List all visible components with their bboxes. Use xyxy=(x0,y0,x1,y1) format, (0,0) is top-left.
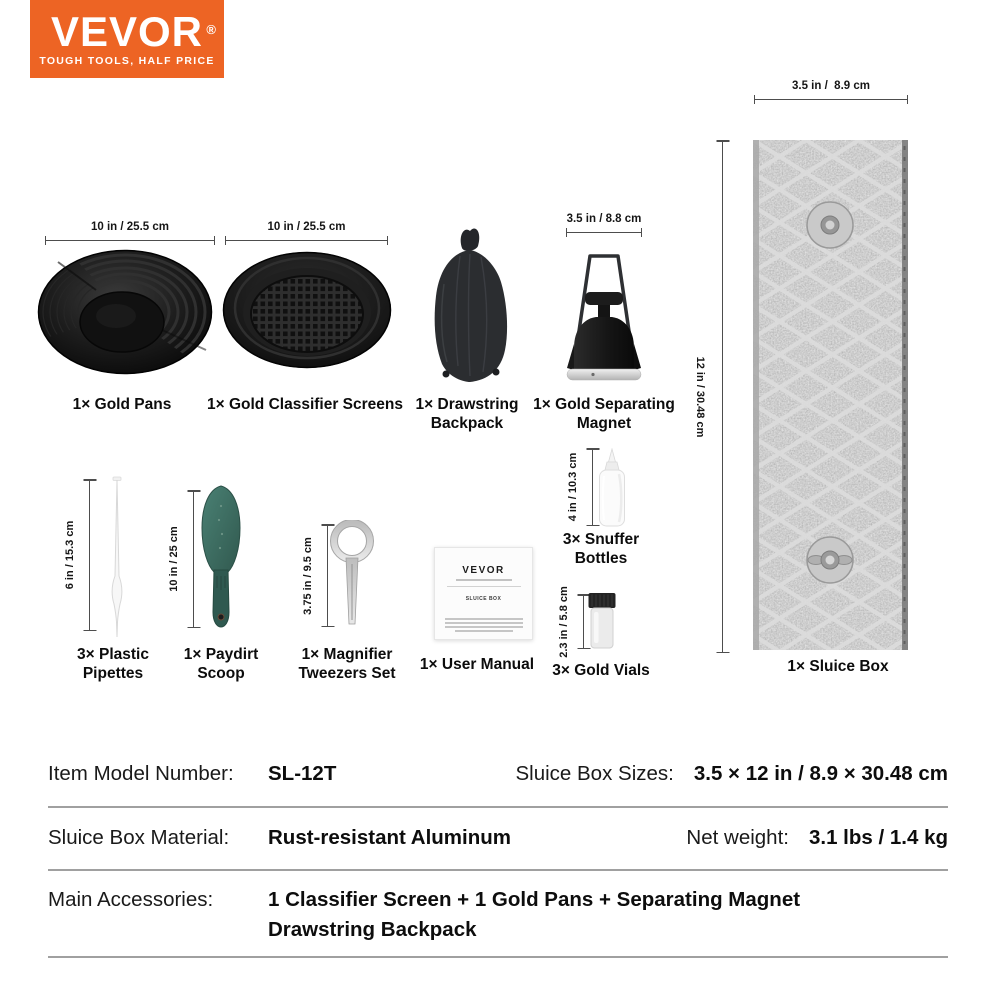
gold-pans-label: 1× Gold Pans xyxy=(72,396,172,413)
brand-wordmark xyxy=(50,7,218,55)
manual-brand-text: VEVOR xyxy=(462,565,505,576)
gold-pan-dimension xyxy=(45,221,215,245)
classifier-label: 1× Gold Classifier Screens xyxy=(207,396,403,413)
spec-sizes-label: Sluice Box Sizes: xyxy=(515,762,674,785)
plastic-pipette-image xyxy=(106,476,128,640)
vials-label: 3× Gold Vials xyxy=(552,662,650,679)
manual-text-line xyxy=(445,618,523,620)
gold-classifier-image xyxy=(222,248,392,374)
spec-accessories-label: Main Accessories: xyxy=(48,888,214,911)
manual-paragraph xyxy=(435,618,532,632)
sluice-knob-top xyxy=(807,202,853,248)
magnet-dimension xyxy=(566,213,642,237)
manual-text-line xyxy=(445,622,523,624)
dimension-label: 4 in / 10.3 cm xyxy=(567,452,579,522)
spec-sizes-pair xyxy=(515,762,948,786)
dimension-line xyxy=(327,524,328,627)
dimension-label: 10 in / 25.5 cm xyxy=(91,221,169,233)
spec-weight-pair xyxy=(686,826,948,850)
magnet-label: 1× Gold Separating Magnet xyxy=(533,396,675,432)
magnifier-tweezers-image xyxy=(330,520,374,630)
spec-material-value: Rust-resistant Aluminum xyxy=(268,826,511,849)
manual-label: 1× User Manual xyxy=(419,656,535,673)
brand-name: VEVOR xyxy=(50,7,204,55)
dimension-line xyxy=(592,448,593,526)
dimension-label: 10 in / 25 cm xyxy=(168,526,180,592)
spec-weight-value: 3.1 lbs / 1.4 kg xyxy=(808,826,948,849)
dimension-label: 10 in / 25.5 cm xyxy=(267,221,346,233)
spec-accessories-value-line1: 1 Classifier Screen + 1 Gold Pans + Separating Magnet xyxy=(268,888,801,911)
paydirt-scoop-image xyxy=(199,484,243,632)
dimension-line xyxy=(722,140,723,653)
dimension-label: 12 in / 30.48 cm xyxy=(694,356,706,437)
snuffer-bottle-image xyxy=(595,448,629,528)
pipettes-label: 3× Plastic Pipettes xyxy=(77,646,149,682)
manual-tagline-bar xyxy=(456,579,512,581)
backpack-label: 1× Drawstring Backpack xyxy=(415,396,519,432)
brand-tagline: TOUGH TOOLS, HALF PRICE xyxy=(39,54,215,67)
manual-title-text: SLUICE BOX xyxy=(465,596,502,602)
separating-magnet-image xyxy=(566,240,642,382)
dimension-line xyxy=(193,490,194,628)
dimension-line xyxy=(566,228,642,237)
dimension-label: 2.3 in / 5.8 cm xyxy=(558,585,570,658)
tweezers-label: 1× Magnifier Tweezers Set xyxy=(298,646,396,682)
dimension-label: 6 in / 15.3 cm xyxy=(64,520,76,590)
spec-material-label: Sluice Box Material: xyxy=(48,826,230,849)
sluice-width-dimension xyxy=(754,80,908,104)
sluice-height-dimension xyxy=(694,140,729,653)
spec-sizes-value: 3.5 × 12 in / 8.9 × 30.48 cm xyxy=(693,762,948,785)
manual-rule xyxy=(447,586,521,587)
gold-vial-image xyxy=(586,592,618,650)
manual-text-line xyxy=(445,626,523,628)
table-divider xyxy=(48,869,948,871)
vevor-logo xyxy=(30,0,224,78)
spec-weight-label: Net weight: xyxy=(686,826,789,849)
sluice-box-image xyxy=(753,140,908,650)
dimension-label: 3.5 in / 8.8 cm xyxy=(566,213,642,225)
dimension-line xyxy=(89,479,90,631)
classifier-dimension xyxy=(225,221,388,245)
table-divider xyxy=(48,956,948,958)
gold-pan-image xyxy=(36,248,214,376)
registered-mark: ® xyxy=(206,21,218,37)
table-divider xyxy=(48,806,948,808)
dimension-label: 3.75 in / 9.5 cm xyxy=(302,536,314,615)
sluice-box-label: 1× Sluice Box xyxy=(787,658,889,675)
scoop-dimension xyxy=(168,490,200,628)
dimension-line xyxy=(583,594,584,649)
dimension-line xyxy=(45,236,215,245)
spec-model-value: SL-12T xyxy=(268,762,337,785)
manual-text-line xyxy=(455,630,513,632)
drawstring-backpack-image xyxy=(424,224,516,386)
pipette-dimension xyxy=(64,479,96,631)
scoop-label: 1× Paydirt Scoop xyxy=(183,646,259,682)
snuffer-label: 3× Snuffer Bottles xyxy=(562,531,640,567)
spec-accessories-value-line2: Drawstring Backpack xyxy=(268,918,477,941)
dimension-label: 3.5 in / 8.9 cm xyxy=(792,80,870,92)
dimension-line xyxy=(754,95,908,104)
dimension-line xyxy=(225,236,388,245)
sluice-wingnut-bottom xyxy=(807,537,853,583)
user-manual-image xyxy=(434,547,533,640)
spec-model-label: Item Model Number: xyxy=(48,762,234,785)
